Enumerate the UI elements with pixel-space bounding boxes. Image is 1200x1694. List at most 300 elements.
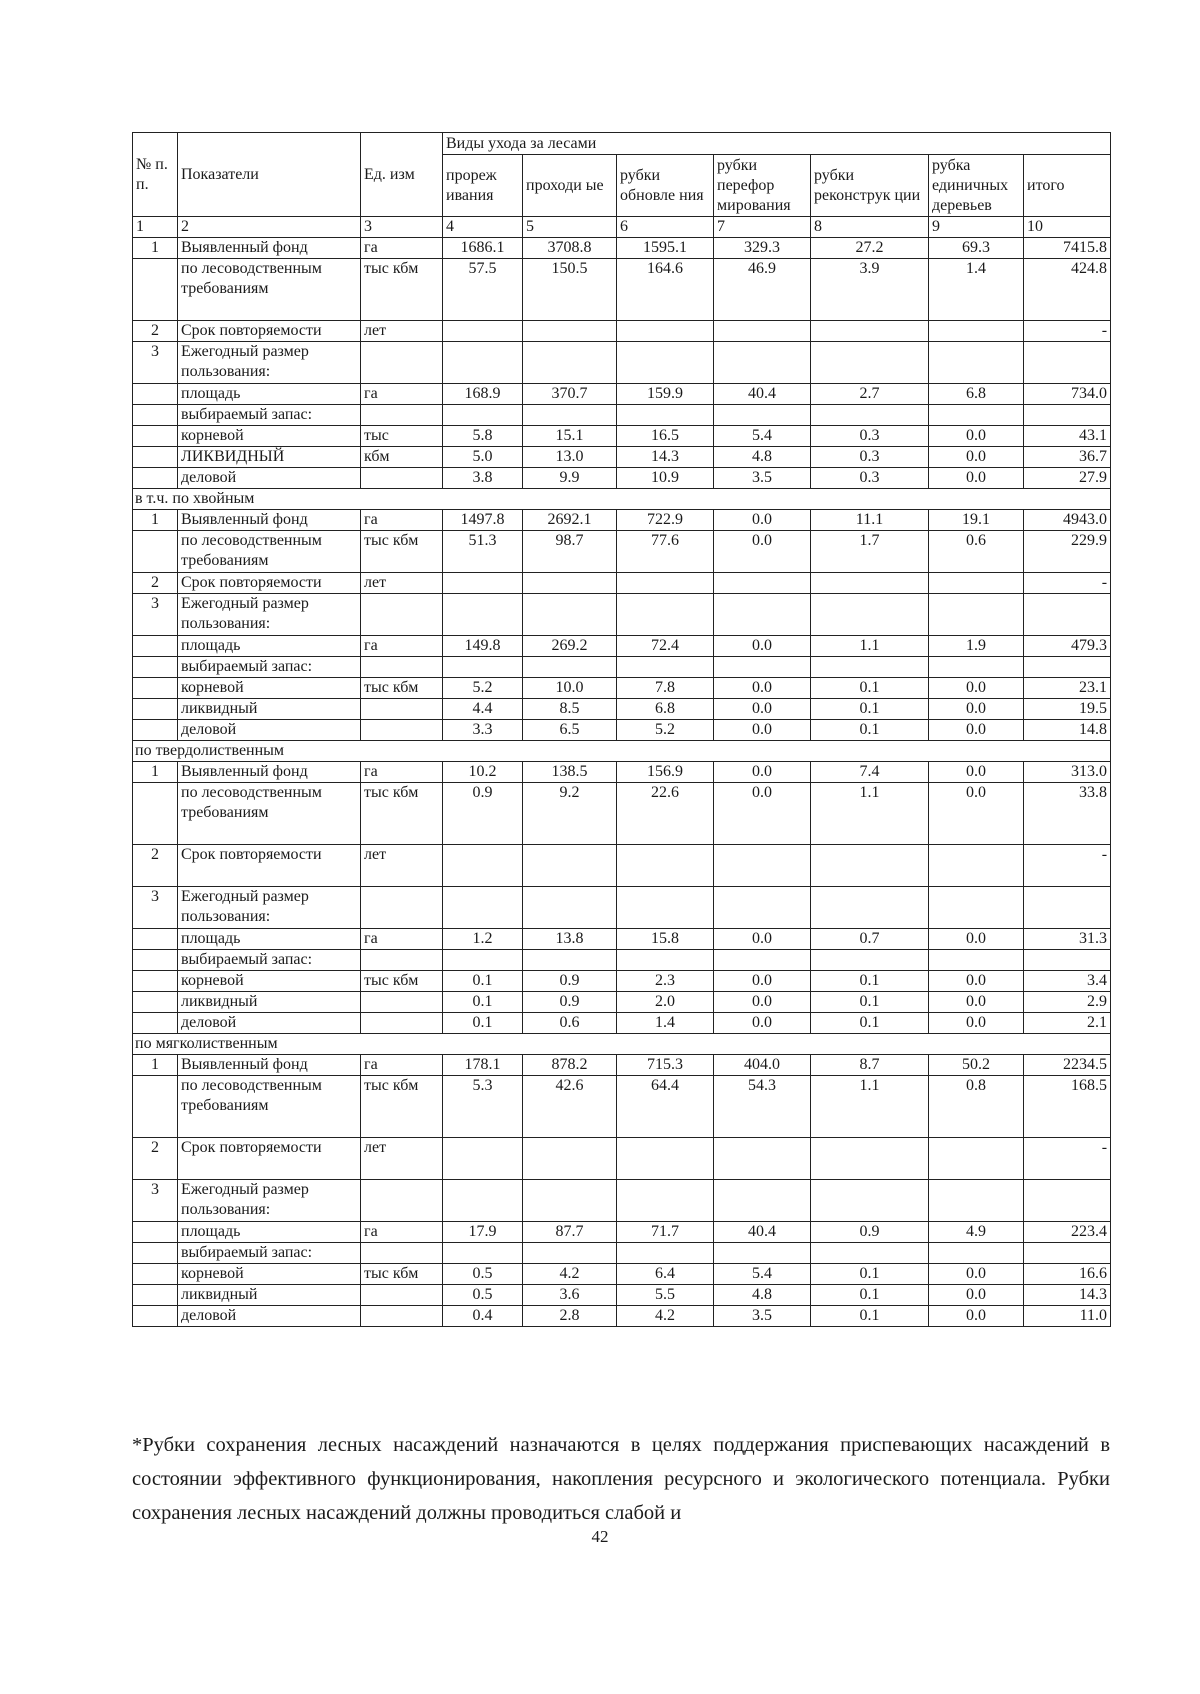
value-passage: 13.8 [523,929,617,950]
value-renewal: 722.9 [617,510,714,531]
table-row [133,468,1111,489]
value-renewal: 5.5 [617,1285,714,1306]
row-unit [361,699,443,720]
table-row [133,447,1111,468]
value-thinning: 0.5 [443,1264,523,1285]
value-thinning: 17.9 [443,1222,523,1243]
value-single-trees [929,1138,1024,1180]
table-header-row [133,133,1111,155]
value-reconstruction: 2.7 [811,384,929,405]
row-number [133,259,178,321]
value-reformation [714,887,811,929]
value-single-trees: 0.0 [929,1264,1024,1285]
value-thinning: 0.5 [443,1285,523,1306]
value-single-trees: 0.0 [929,992,1024,1013]
row-number [133,950,178,971]
row-unit: га [361,1222,443,1243]
table-row [133,594,1111,636]
table-row [133,405,1111,426]
row-number [133,720,178,741]
row-label: ликвидный [178,1285,361,1306]
value-reconstruction: 0.3 [811,447,929,468]
value-thinning: 1.2 [443,929,523,950]
table-row [133,1264,1111,1285]
row-number [133,1076,178,1138]
table-row [133,1055,1111,1076]
value-single-trees: 19.1 [929,510,1024,531]
value-reformation: 3.5 [714,468,811,489]
table-row [133,950,1111,971]
value-single-trees: 1.4 [929,259,1024,321]
header-col-total: итого [1024,155,1111,217]
value-reformation: 0.0 [714,636,811,657]
value-single-trees: 0.8 [929,1076,1024,1138]
value-total: 2.1 [1024,1013,1111,1034]
row-label: Срок повторяемости [178,573,361,594]
value-thinning: 0.1 [443,1013,523,1034]
value-renewal: 164.6 [617,259,714,321]
value-thinning: 0.1 [443,971,523,992]
row-unit: тыс кбм [361,531,443,573]
row-number [133,447,178,468]
value-passage: 8.5 [523,699,617,720]
row-number [133,636,178,657]
value-passage [523,1243,617,1264]
section-title: в т.ч. по хвойным [133,489,1111,510]
value-passage: 3708.8 [523,238,617,259]
value-reformation [714,1138,811,1180]
header-col-single-trees: рубка единичных деревьев [929,155,1024,217]
value-reformation: 0.0 [714,510,811,531]
value-passage: 370.7 [523,384,617,405]
row-unit [361,887,443,929]
value-thinning: 149.8 [443,636,523,657]
header-group: Виды ухода за лесами [443,133,1111,155]
value-total: - [1024,1138,1111,1180]
value-thinning [443,657,523,678]
header-col-reformation: рубки перефор мирования [714,155,811,217]
value-renewal [617,594,714,636]
row-unit: га [361,1055,443,1076]
value-reconstruction [811,657,929,678]
row-number: 3 [133,887,178,929]
table-row [133,783,1111,845]
section-row [133,1034,1111,1055]
value-thinning [443,950,523,971]
value-passage: 2.8 [523,1306,617,1327]
value-single-trees: 0.0 [929,762,1024,783]
value-total: 11.0 [1024,1306,1111,1327]
value-single-trees: 0.6 [929,531,1024,573]
value-reconstruction [811,594,929,636]
value-reformation: 46.9 [714,259,811,321]
row-number [133,1222,178,1243]
row-label: площадь [178,1222,361,1243]
value-reconstruction: 0.1 [811,678,929,699]
header-index: 1 [133,217,178,238]
row-unit: га [361,762,443,783]
value-reconstruction: 1.1 [811,783,929,845]
value-thinning [443,594,523,636]
value-total [1024,887,1111,929]
row-label: Выявленный фонд [178,762,361,783]
value-reformation: 0.0 [714,971,811,992]
value-reformation: 4.8 [714,1285,811,1306]
value-reconstruction [811,845,929,887]
value-reformation [714,594,811,636]
value-reconstruction: 1.1 [811,1076,929,1138]
row-number [133,468,178,489]
value-passage: 269.2 [523,636,617,657]
value-single-trees [929,405,1024,426]
row-label: корневой [178,971,361,992]
value-passage [523,1138,617,1180]
row-unit [361,950,443,971]
row-label: выбираемый запас: [178,1243,361,1264]
value-total: 19.5 [1024,699,1111,720]
table-row [133,1306,1111,1327]
value-single-trees [929,887,1024,929]
value-total: 229.9 [1024,531,1111,573]
value-total: 7415.8 [1024,238,1111,259]
value-single-trees: 0.0 [929,783,1024,845]
value-reconstruction: 0.1 [811,1285,929,1306]
table-row [133,929,1111,950]
table-row [133,1076,1111,1138]
value-renewal: 14.3 [617,447,714,468]
value-passage: 2692.1 [523,510,617,531]
value-renewal: 16.5 [617,426,714,447]
row-unit: лет [361,321,443,342]
value-renewal [617,657,714,678]
value-single-trees: 69.3 [929,238,1024,259]
value-reformation [714,845,811,887]
row-label: выбираемый запас: [178,405,361,426]
row-number: 2 [133,321,178,342]
value-passage: 42.6 [523,1076,617,1138]
row-label: по лесоводственным требованиям [178,531,361,573]
table-row [133,720,1111,741]
header-index: 8 [811,217,929,238]
value-renewal: 4.2 [617,1306,714,1327]
row-label: Ежегодный размер пользования: [178,342,361,384]
value-reformation: 0.0 [714,720,811,741]
value-thinning: 168.9 [443,384,523,405]
value-thinning: 0.1 [443,992,523,1013]
row-label: Ежегодный размер пользования: [178,1180,361,1222]
value-single-trees: 0.0 [929,468,1024,489]
value-total: 479.3 [1024,636,1111,657]
row-number [133,992,178,1013]
row-number: 3 [133,594,178,636]
value-reconstruction [811,573,929,594]
value-reconstruction [811,950,929,971]
table-row [133,1243,1111,1264]
value-total [1024,405,1111,426]
header-index: 6 [617,217,714,238]
row-unit: тыс кбм [361,971,443,992]
row-unit: тыс кбм [361,783,443,845]
value-total: 16.6 [1024,1264,1111,1285]
value-renewal [617,887,714,929]
table-row [133,573,1111,594]
value-renewal [617,1243,714,1264]
value-reconstruction: 0.1 [811,720,929,741]
table-index-row [133,217,1111,238]
table-row [133,636,1111,657]
row-unit [361,720,443,741]
table-row [133,426,1111,447]
value-reformation: 0.0 [714,699,811,720]
row-number [133,699,178,720]
value-reformation: 0.0 [714,783,811,845]
header-col-thinning: прореж ивания [443,155,523,217]
row-label: по лесоводственным требованиям [178,259,361,321]
value-thinning [443,887,523,929]
row-number [133,678,178,699]
row-number: 1 [133,238,178,259]
row-unit [361,594,443,636]
value-total: - [1024,321,1111,342]
value-total [1024,950,1111,971]
row-unit [361,1243,443,1264]
value-reformation [714,950,811,971]
value-total: 313.0 [1024,762,1111,783]
value-reconstruction: 8.7 [811,1055,929,1076]
row-label: Срок повторяемости [178,1138,361,1180]
row-unit [361,1013,443,1034]
table-row [133,510,1111,531]
value-passage: 0.6 [523,1013,617,1034]
row-unit [361,1306,443,1327]
value-single-trees: 0.0 [929,720,1024,741]
value-total: 31.3 [1024,929,1111,950]
value-reformation: 4.8 [714,447,811,468]
value-thinning: 5.2 [443,678,523,699]
row-number [133,1264,178,1285]
value-renewal: 159.9 [617,384,714,405]
row-number: 2 [133,573,178,594]
section-title: по твердолиственным [133,741,1111,762]
value-total: 168.5 [1024,1076,1111,1138]
value-thinning: 3.3 [443,720,523,741]
value-renewal: 6.4 [617,1264,714,1285]
value-passage: 150.5 [523,259,617,321]
value-passage [523,845,617,887]
value-reformation: 0.0 [714,929,811,950]
value-reconstruction: 3.9 [811,259,929,321]
value-reconstruction: 27.2 [811,238,929,259]
value-reformation: 0.0 [714,531,811,573]
value-thinning: 5.0 [443,447,523,468]
header-unit: Ед. изм [361,133,443,217]
value-single-trees [929,321,1024,342]
section-title: по мягколиственным [133,1034,1111,1055]
value-single-trees [929,1243,1024,1264]
value-single-trees [929,950,1024,971]
value-passage [523,405,617,426]
table-row [133,384,1111,405]
value-total [1024,1243,1111,1264]
row-label: площадь [178,929,361,950]
row-unit [361,1180,443,1222]
value-renewal: 64.4 [617,1076,714,1138]
value-reconstruction: 0.1 [811,1306,929,1327]
row-number [133,426,178,447]
page-number: 42 [591,1527,609,1546]
value-renewal: 7.8 [617,678,714,699]
value-renewal: 72.4 [617,636,714,657]
value-total [1024,594,1111,636]
value-thinning: 3.8 [443,468,523,489]
value-reformation: 0.0 [714,762,811,783]
row-label: ЛИКВИДНЫЙ [178,447,361,468]
value-single-trees: 0.0 [929,929,1024,950]
table-row [133,1180,1111,1222]
row-number [133,1285,178,1306]
value-thinning: 0.4 [443,1306,523,1327]
row-number [133,1243,178,1264]
value-passage: 98.7 [523,531,617,573]
row-unit: лет [361,845,443,887]
value-single-trees: 0.0 [929,678,1024,699]
row-unit: га [361,510,443,531]
row-label: деловой [178,468,361,489]
row-label: Выявленный фонд [178,510,361,531]
value-passage [523,887,617,929]
value-renewal [617,950,714,971]
value-passage: 6.5 [523,720,617,741]
row-unit [361,657,443,678]
value-reconstruction: 0.1 [811,971,929,992]
value-passage [523,573,617,594]
table-row [133,342,1111,384]
row-number: 1 [133,1055,178,1076]
value-total: 27.9 [1024,468,1111,489]
value-passage: 9.9 [523,468,617,489]
value-reconstruction: 0.3 [811,468,929,489]
section-row [133,741,1111,762]
value-thinning [443,1180,523,1222]
value-reformation: 54.3 [714,1076,811,1138]
value-renewal [617,405,714,426]
value-total: 3.4 [1024,971,1111,992]
row-number [133,405,178,426]
value-thinning [443,1243,523,1264]
row-label: деловой [178,1306,361,1327]
value-total: 2.9 [1024,992,1111,1013]
row-unit: кбм [361,447,443,468]
row-label: корневой [178,1264,361,1285]
value-single-trees: 0.0 [929,1306,1024,1327]
row-unit: лет [361,573,443,594]
value-total: 734.0 [1024,384,1111,405]
value-reformation: 329.3 [714,238,811,259]
value-passage: 10.0 [523,678,617,699]
header-index: 2 [178,217,361,238]
value-passage: 4.2 [523,1264,617,1285]
row-label: площадь [178,636,361,657]
row-unit [361,405,443,426]
row-number [133,531,178,573]
header-indicator: Показатели [178,133,361,217]
row-number [133,929,178,950]
row-unit: тыс кбм [361,1076,443,1138]
row-label: Срок повторяемости [178,845,361,887]
value-reconstruction: 11.1 [811,510,929,531]
header-index: 3 [361,217,443,238]
table-row [133,699,1111,720]
value-reformation: 3.5 [714,1306,811,1327]
value-reconstruction: 0.1 [811,1013,929,1034]
value-renewal [617,573,714,594]
value-passage: 0.9 [523,992,617,1013]
row-number: 3 [133,1180,178,1222]
value-single-trees: 0.0 [929,971,1024,992]
value-renewal: 1.4 [617,1013,714,1034]
value-reformation [714,342,811,384]
row-label: корневой [178,678,361,699]
table-row [133,1138,1111,1180]
value-renewal [617,845,714,887]
value-passage: 0.9 [523,971,617,992]
value-thinning: 51.3 [443,531,523,573]
value-renewal: 22.6 [617,783,714,845]
row-label: выбираемый запас: [178,657,361,678]
value-passage: 138.5 [523,762,617,783]
value-passage [523,321,617,342]
value-total [1024,342,1111,384]
row-unit: га [361,238,443,259]
table-row [133,845,1111,887]
value-passage: 9.2 [523,783,617,845]
row-number: 2 [133,845,178,887]
value-total: 2234.5 [1024,1055,1111,1076]
value-thinning [443,342,523,384]
value-renewal: 1595.1 [617,238,714,259]
footnote-text: *Рубки сохранения лесных насаждений назначаются в целях поддержания приспевающих насаждений в состоянии эффективного функционирования, накопления ресурсного и экологического потенциала. Рубки сохранения лесных насаждений должны проводиться слабой и [132,1434,1110,1524]
row-label: ликвидный [178,699,361,720]
value-renewal: 2.0 [617,992,714,1013]
header-num: № п. п. [133,133,178,217]
value-single-trees [929,1180,1024,1222]
value-renewal: 71.7 [617,1222,714,1243]
row-label: Выявленный фонд [178,238,361,259]
value-total: 43.1 [1024,426,1111,447]
value-thinning [443,321,523,342]
header-col-passage: проходи ые [523,155,617,217]
value-passage: 13.0 [523,447,617,468]
forest-care-table [132,132,1111,1327]
header-index: 10 [1024,217,1111,238]
value-reconstruction [811,342,929,384]
value-renewal: 5.2 [617,720,714,741]
value-thinning: 5.8 [443,426,523,447]
value-reformation: 40.4 [714,1222,811,1243]
value-single-trees [929,845,1024,887]
value-reformation [714,657,811,678]
value-single-trees: 0.0 [929,447,1024,468]
value-single-trees: 50.2 [929,1055,1024,1076]
value-total: 36.7 [1024,447,1111,468]
row-label: по лесоводственным требованиям [178,1076,361,1138]
row-number [133,1306,178,1327]
value-total: 14.3 [1024,1285,1111,1306]
value-renewal: 77.6 [617,531,714,573]
value-passage: 3.6 [523,1285,617,1306]
row-number: 2 [133,1138,178,1180]
table-row [133,992,1111,1013]
